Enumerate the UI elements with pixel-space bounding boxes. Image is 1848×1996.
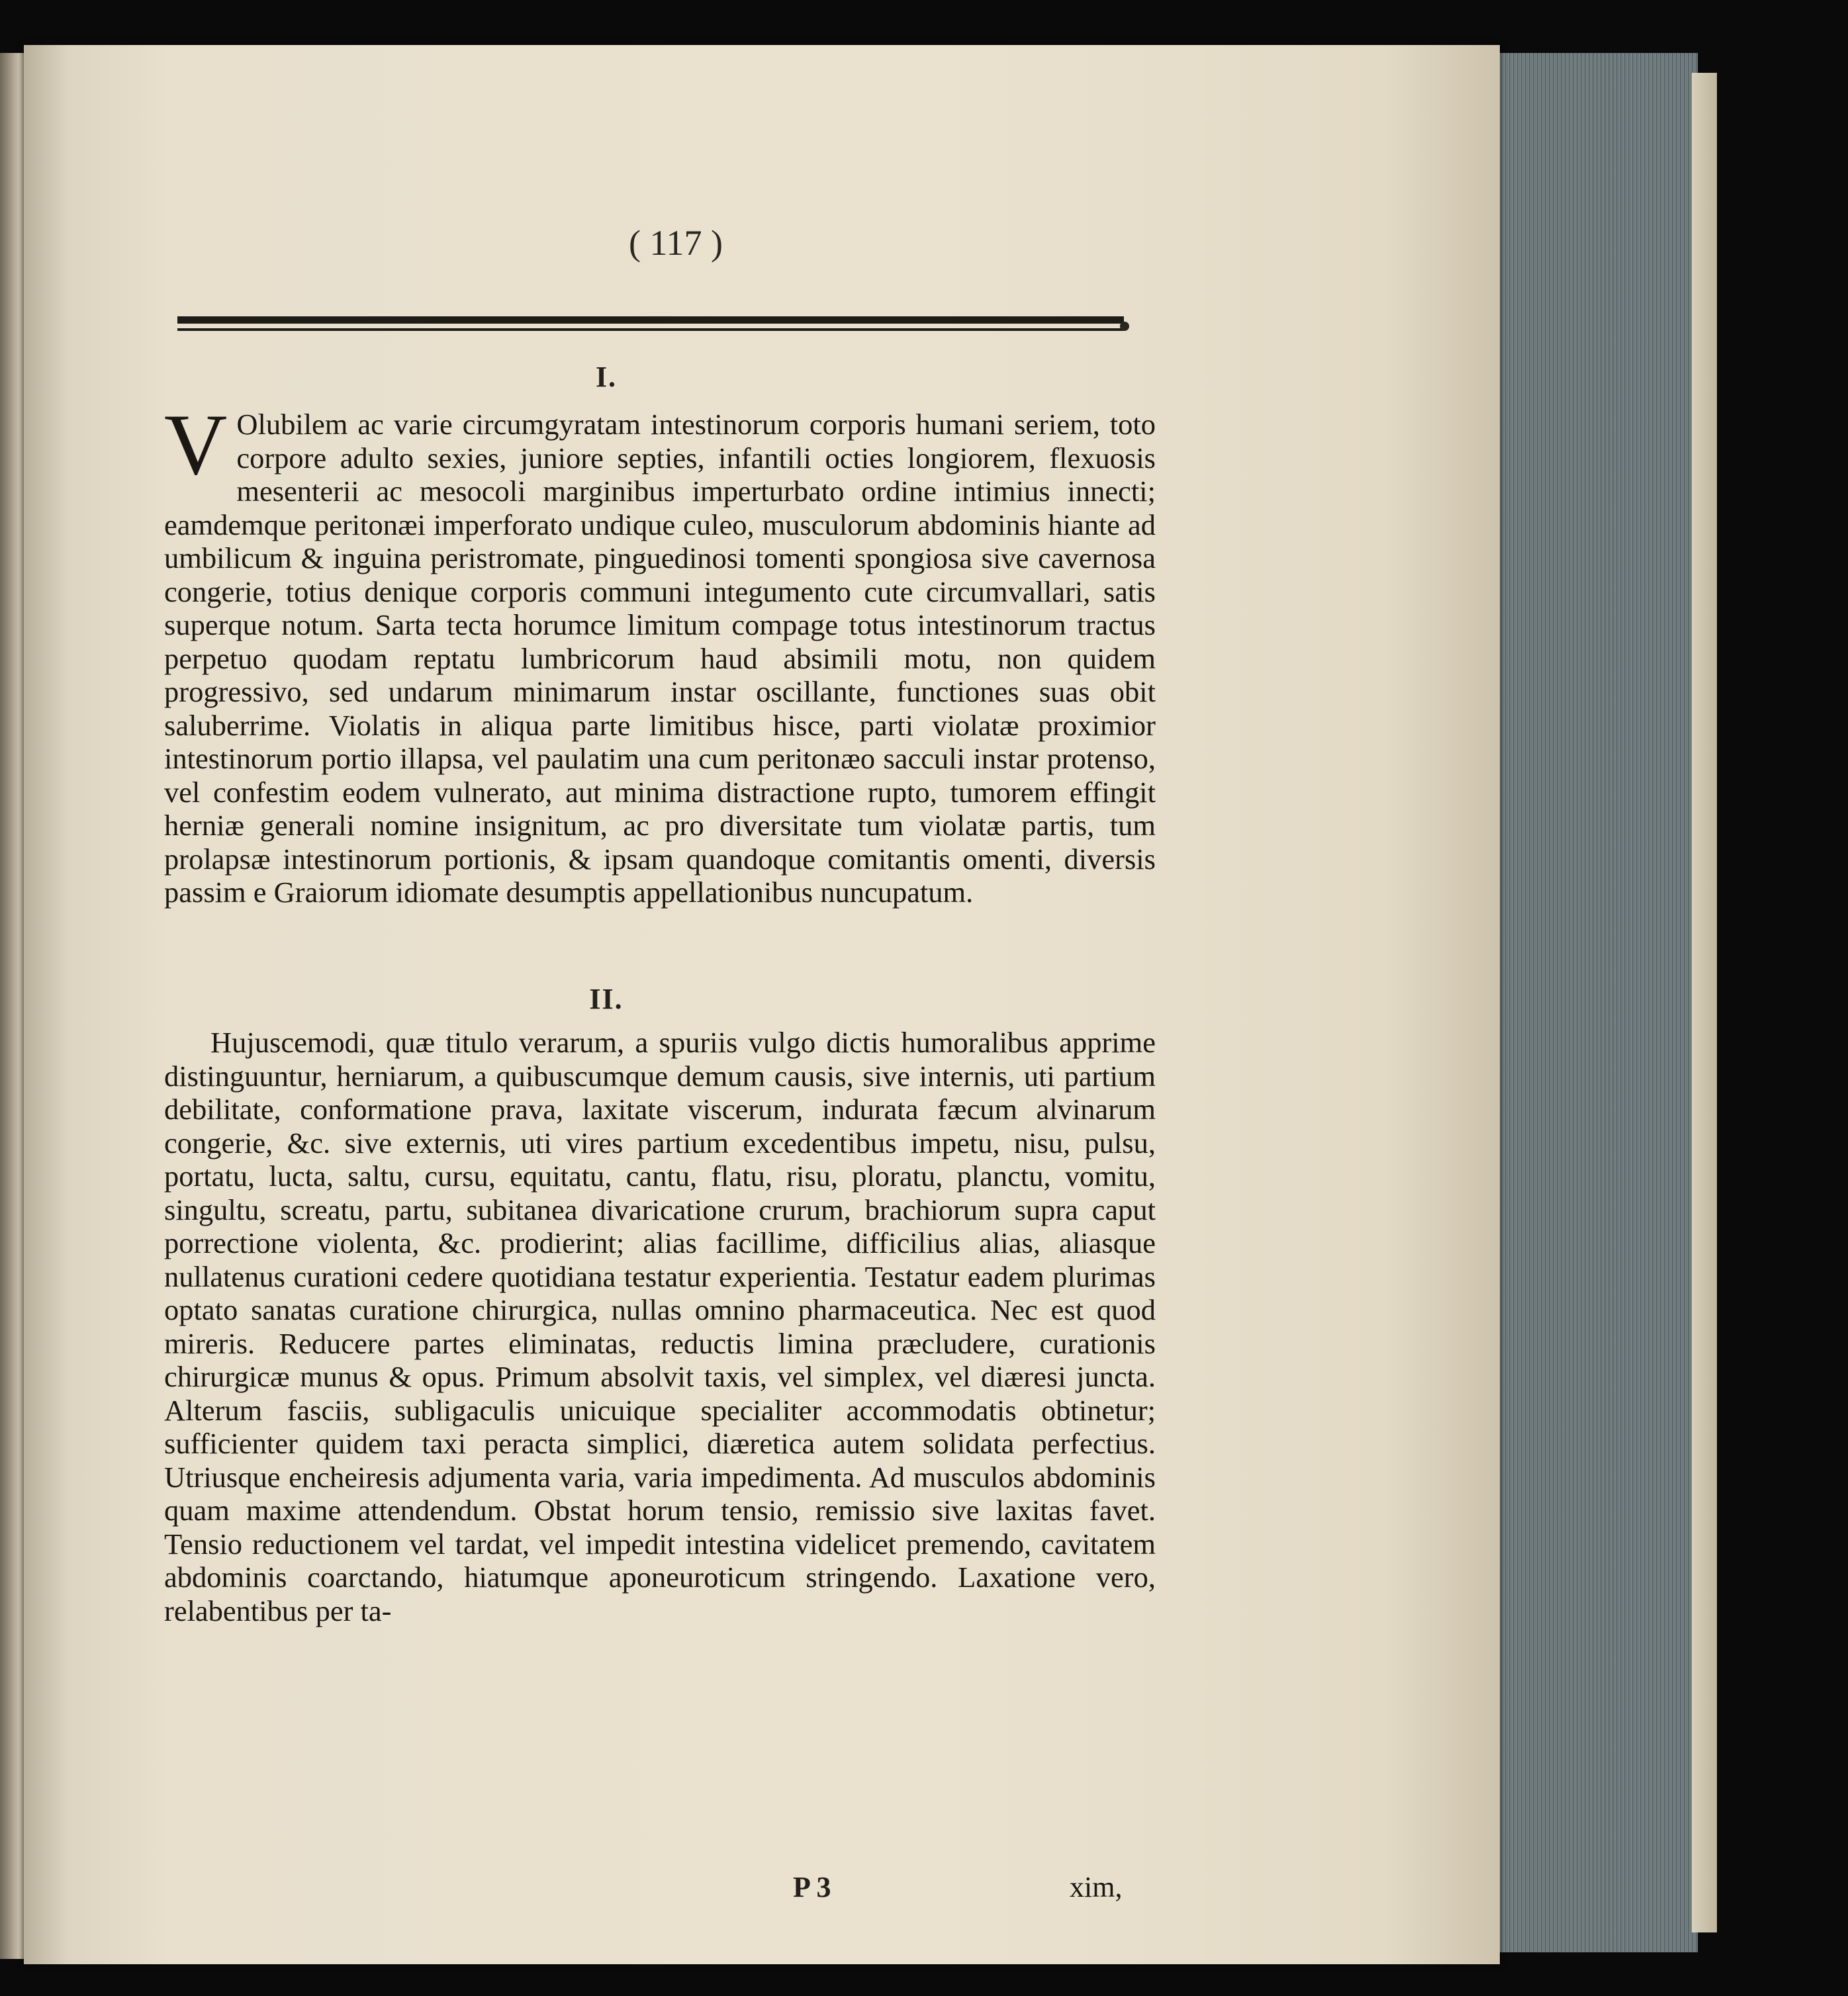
book-page xyxy=(24,45,1500,1964)
ink-spot xyxy=(1120,322,1129,331)
cover-edge xyxy=(1692,73,1717,1932)
section-heading-one: I. xyxy=(595,361,618,393)
header-rule-thick xyxy=(177,316,1124,324)
paragraph-section-two xyxy=(164,1026,1156,1627)
paragraph-text-two: Hujuscemodi, quæ titulo verarum, a spuriis vulgo dictis humoralibus apprime distinguuntur, herniarum, a quibuscumque demum causis, sive internis, uti partium debilitate, conformatione prava, laxitate viscerum, indurata fæcum alvinarum congerie, &c. sive externis, uti vires partium excedentibus impetu, nisu, pulsu, portatu, lucta, saltu, cursu, equitatu, cantu, flatu, risu, ploratu, planctu, vomitu, singultu, screatu, partu, subitanea divaricatione crurum, brachiorum supra caput porrectione violenta, &c. prodierint; alias facillime, difficilius alias, aliasque nullatenus curationi cedere quotidiana testatur experientia. Testatur eadem plurimas optato sanatas curatione chirurgica, nullas omnino pharmaceutica. Nec est quod mireris. Reducere partes eliminatas, reductis limina præcludere, curationis chirurgicæ munus & opus. Primum absolvit taxis, vel simplex, vel diæresi juncta. Alterum fasciis, subligaculis unicuique specialiter accommodatis obtinetur; sufficienter quidem taxi peracta simplici, diæretica autem solidata perfectius. Utriusque encheiresis adjumenta varia, varia impedimenta. Ad musculos abdominis quam maxime attendendum. Obstat horum tensio, remissio sive laxitas favet. Tensio reductionem vel tardat, vel impedit intestina videlicet premendo, cavitatem abdominis coarctando, hiatumque aponeuroticum stringendo. Laxatione vero, relabentibus per ta- xyxy=(164,1026,1156,1627)
drop-cap: V xyxy=(164,396,228,493)
section-heading-two: II. xyxy=(589,983,624,1015)
catchword: xim, xyxy=(1070,1871,1123,1903)
header-rule-thin xyxy=(177,328,1124,331)
paragraph-text-one: Olubilem ac varie circumgyratam intestinorum corporis humani seriem, toto corpore adulto sexies, juniore septies, infantili octies longiorem, flexuosis mesenterii ac mesocoli marginibus imperturbato ordine intimius innecti; eamdemque peritonæi imperforato undique culeo, musculorum abdominis hiante ad umbilicum & inguina peristromate, pinguedinosi tomenti spongiosa sive cavernosa congerie, totius denique corporis communi integumento cute circumvallari, satis superque notum. Sarta tecta horumce limitum compage totus intestinorum tractus perpetuo quodam reptatu lumbricorum haud absimili motu, non quidem progressivo, sed undarum minimarum instar oscillante, functiones suas obit saluberrime. Violatis in aliqua parte limitibus hisce, parti violatæ proximior intestinorum portio illapsa, vel paulatim una cum peritonæo sacculi instar protenso, vel confestim eodem vulnerato, aut minima distractione rupto, tumorem effingit herniæ generali nomine insignitum, ac pro diversitate tum violatæ partis, tum prolapsæ intestinorum portionis, & ipsam quandoque comitantis omenti, diversis passim e Graiorum idiomate desumptis appellationibus nuncupatum. xyxy=(164,408,1156,909)
page-number: ( 117 ) xyxy=(629,223,723,263)
page-block-edges xyxy=(1497,53,1698,1952)
previous-page-edge xyxy=(0,53,26,1959)
paragraph-section-one xyxy=(164,396,1156,909)
signature-mark: P 3 xyxy=(793,1871,831,1903)
